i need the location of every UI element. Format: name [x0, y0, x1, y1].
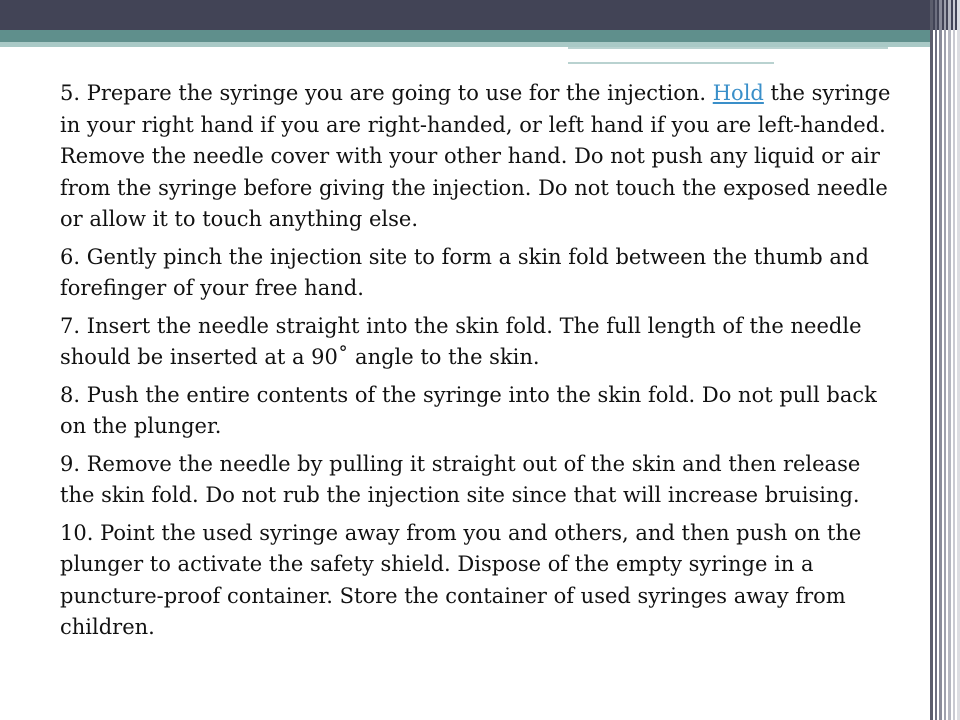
hold-link[interactable]: Hold: [712, 81, 764, 105]
step-8: 8. Push the entire contents of the syringe into the skin fold. Do not pull back on the plunger.: [60, 382, 877, 438]
header-rule-line: [568, 47, 888, 49]
step-5: [60, 78, 900, 236]
right-edge-stripes: [930, 0, 960, 720]
instructions-body: [60, 78, 900, 650]
header-rule-line-short: [568, 62, 774, 64]
header-accent-band: [0, 30, 930, 42]
header-bar: [0, 0, 960, 30]
step-10: 10. Point the used syringe away from you and others, and then push on the plunger to activate the safety shield. Dispose of the empty syringe in a puncture-proof container. Store the container of used syringes away from children.: [60, 520, 862, 639]
step-9: 9. Remove the needle by pulling it straight out of the skin and then release the skin fold. Do not rub the injection site since that will increase bruising.: [60, 451, 861, 507]
step-5-text-end: the syringe in your right hand if you are right-handed, or left hand if you are left-handed. Remove the needle cover with your other hand. Do not push any liquid or air from the syringe before giving the injection. Do not touch the exposed needle or allow it to touch anything else.: [60, 81, 891, 231]
step-7: 7. Insert the needle straight into the skin fold. The full length of the needle should be inserted at a 90˚ angle to the skin.: [60, 313, 862, 369]
step-6: 6. Gently pinch the injection site to form a skin fold between the thumb and forefinger of your free hand.: [60, 244, 869, 300]
step-5-text-start: 5. Prepare the syringe you are going to use for the injection.: [60, 81, 713, 105]
